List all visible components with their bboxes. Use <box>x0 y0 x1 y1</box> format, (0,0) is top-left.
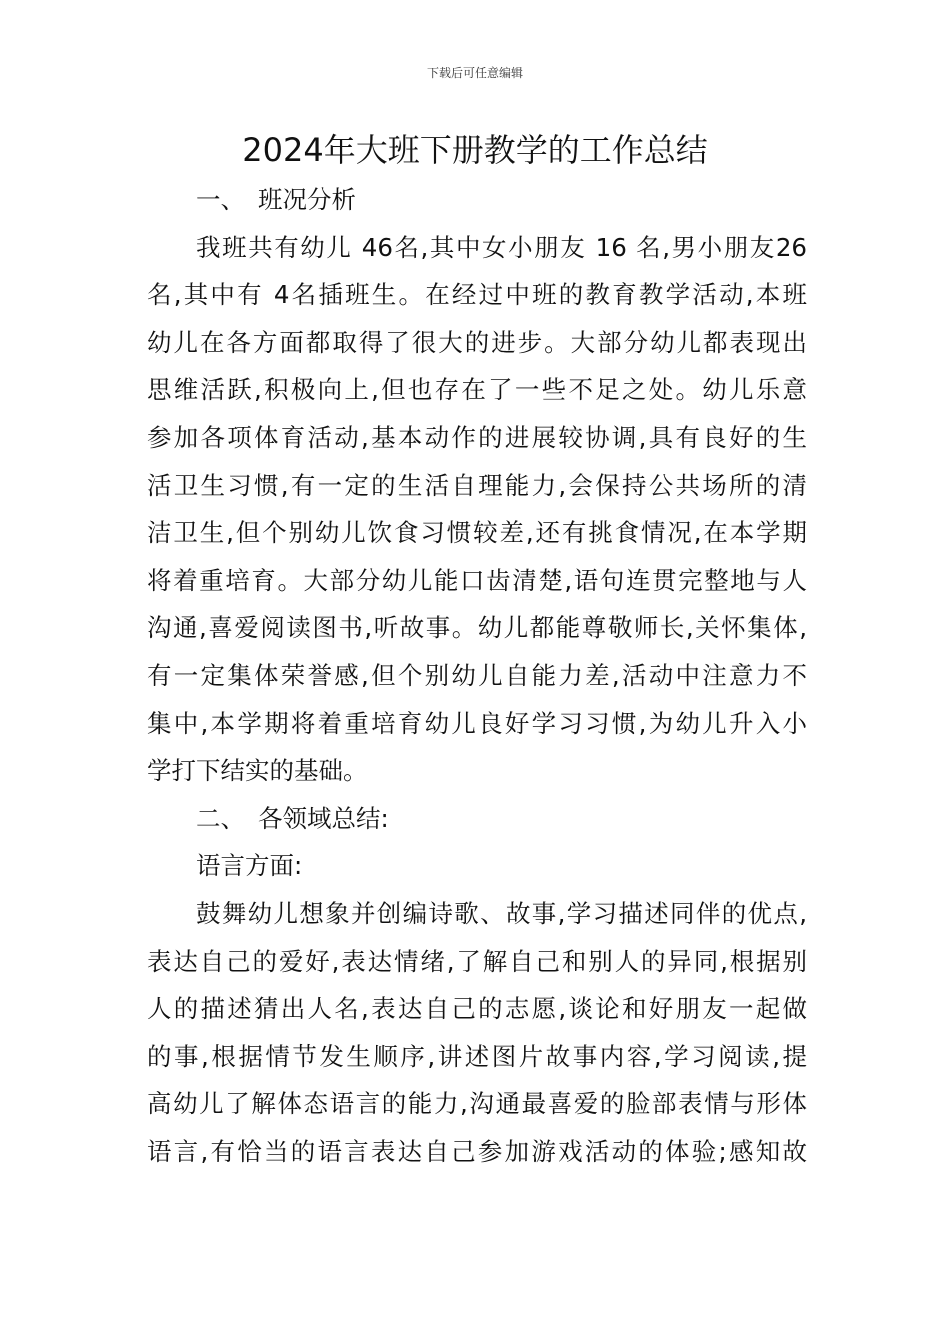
section-title: 班况分析 <box>258 185 356 214</box>
document-title: 2024年大班下册教学的工作总结 <box>242 131 708 169</box>
paragraph-line: 有一定集体荣誉感,但个别幼儿自能力差,活动中注意力不 <box>147 660 807 690</box>
paragraph-line: 名,其中有 4名插班生。在经过中班的教育教学活动,本班 <box>147 280 807 310</box>
paragraph-line: 活卫生习惯,有一定的生活自理能力,会保持公共场所的清 <box>147 470 807 500</box>
paragraph-line: 表达自己的爱好,表达情绪,了解自己和别人的异同,根据别 <box>147 946 807 976</box>
paragraph-line: 幼儿在各方面都取得了很大的进步。大部分幼儿都表现出 <box>147 327 807 357</box>
paragraph-line: 集中,本学期将着重培育幼儿良好学习习惯,为幼儿升入小 <box>147 708 807 738</box>
paragraph-line: 鼓舞幼儿想象并创编诗歌、故事,学习描述同伴的优点, <box>196 898 807 928</box>
section-heading-2 <box>147 795 807 843</box>
paragraph-line: 高幼儿了解体态语言的能力,沟通最喜爱的脸部表情与形体 <box>147 1089 807 1119</box>
paragraph-line: 的事,根据情节发生顺序,讲述图片故事内容,学习阅读,提 <box>147 1041 807 1071</box>
page-header-note: 下载后可任意编辑 <box>426 66 523 80</box>
section-heading-1 <box>147 176 807 224</box>
paragraph-line: 将着重培育。大部分幼儿能口齿清楚,语句连贯完整地与人 <box>147 565 807 595</box>
subheading-language: 语言方面: <box>196 851 303 881</box>
paragraph-line: 语言,有恰当的语言表达自己参加游戏活动的体验;感知故 <box>147 1136 807 1166</box>
section-number: 一、 <box>196 185 245 214</box>
paragraph-line: 我班共有幼儿 46名,其中女小朋友 16 名,男小朋友26 <box>196 232 807 262</box>
paragraph-line: 沟通,喜爱阅读图书,听故事。幼儿都能尊敬师长,关怀集体, <box>147 613 807 643</box>
section-number: 二、 <box>196 803 245 833</box>
paragraph-line: 参加各项体育活动,基本动作的进展较协调,具有良好的生 <box>147 422 807 452</box>
paragraph-line: 人的描述猜出人名,表达自己的志愿,谈论和好朋友一起做 <box>147 994 807 1024</box>
paragraph-line: 洁卫生,但个别幼儿饮食习惯较差,还有挑食情况,在本学期 <box>147 518 807 548</box>
paragraph-line: 思维活跃,积极向上,但也存在了一些不足之处。幼儿乐意 <box>147 375 807 405</box>
paragraph-line: 学打下结实的基础。 <box>147 756 368 786</box>
document-body <box>147 176 807 1175</box>
section-title: 各领域总结: <box>258 803 389 833</box>
